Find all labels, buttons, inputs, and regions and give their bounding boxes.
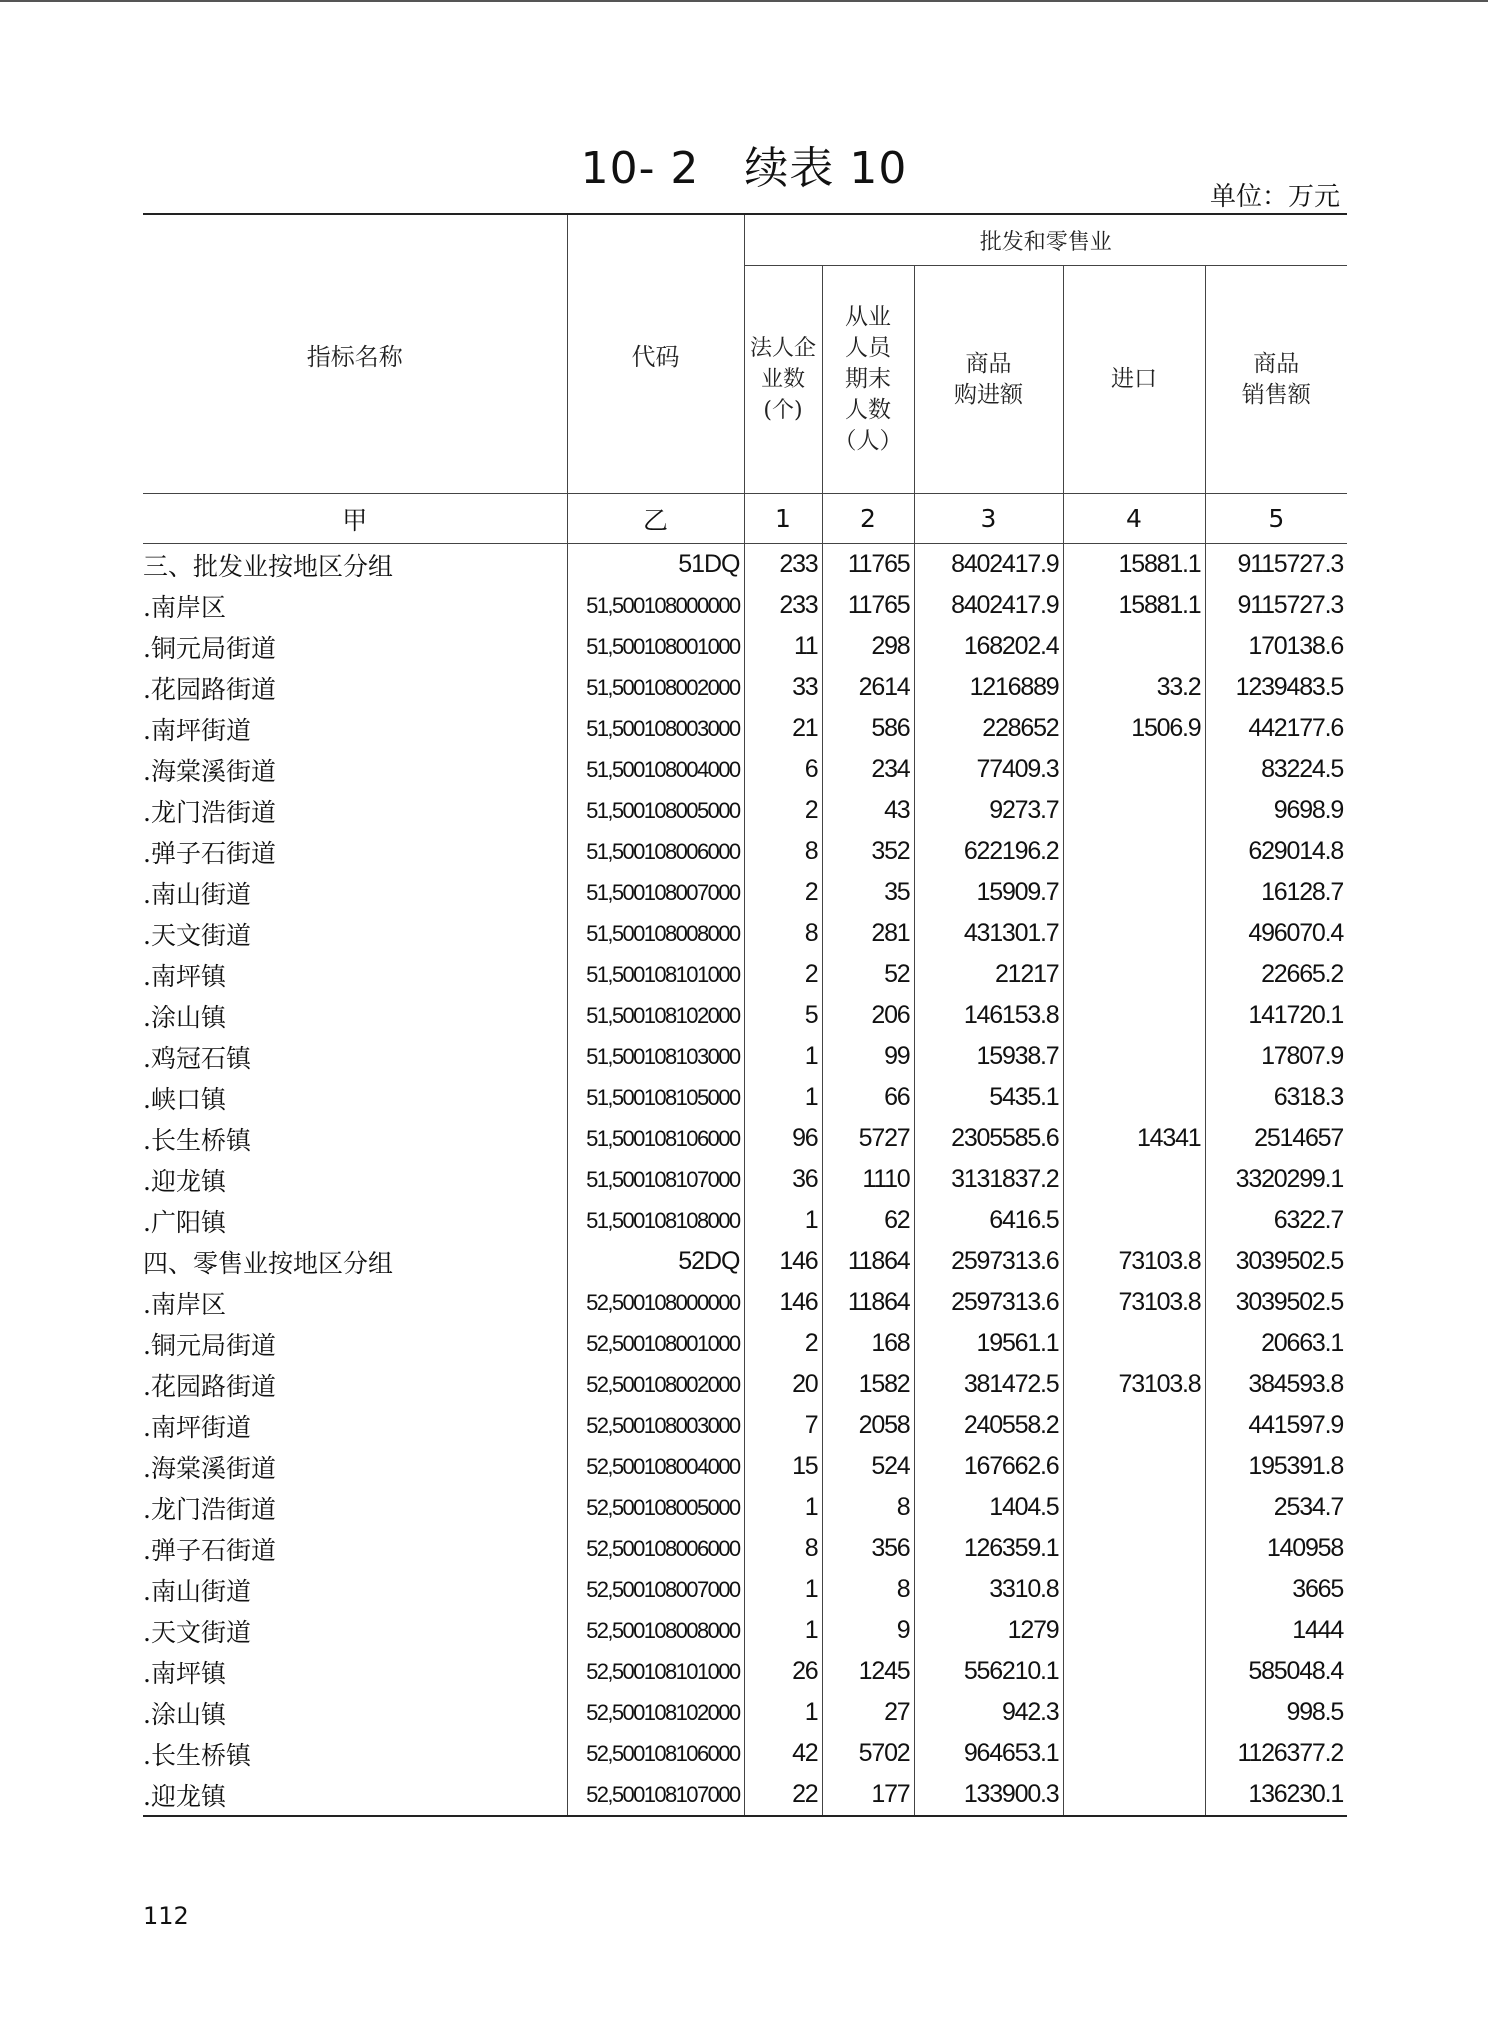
cell-code: 52,500108004000 [567,1446,744,1487]
cell-employees: 11765 [822,585,914,626]
table-row [143,667,1347,708]
table-row [143,1077,1347,1118]
cell-sales: 195391.8 [1248,1452,1344,1480]
cell-employees: 35 [822,872,914,913]
cell-indicator-name: .天文街道 [143,1610,567,1651]
cell-code: 51,500108008000 [567,913,744,954]
cell-employees: 8 [822,1569,914,1610]
cell-purchases: 168202.4 [914,626,1063,667]
cell-purchases: 8402417.9 [914,585,1063,626]
cell-code: 51,500108003000 [567,708,744,749]
cell-legal-entities: 1 [744,1610,822,1651]
cell-purchases: 5435.1 [914,1077,1063,1118]
cell-indicator-name: .南坪镇 [143,1651,567,1692]
cell-code: 51,500108105000 [567,1077,744,1118]
cell-indicator-name: .花园路街道 [143,667,567,708]
table-row [143,1692,1347,1733]
cell-employees: 9 [822,1610,914,1651]
cell-employees: 1582 [822,1364,914,1405]
cell-sales: 17807.9 [1261,1042,1344,1070]
cell-imports [1063,626,1205,667]
cell-code: 51,500108103000 [567,1036,744,1077]
cell-indicator-name: .铜元局街道 [143,626,567,667]
cell-code: 52,500108006000 [567,1528,744,1569]
cell-imports [1063,1528,1205,1569]
cell-legal-entities: 233 [744,544,822,586]
cell-sales: 22665.2 [1261,960,1344,988]
cell-employees: 2614 [822,667,914,708]
cell-indicator-name: .长生桥镇 [143,1733,567,1774]
cell-legal-entities: 233 [744,585,822,626]
cell-employees: 168 [822,1323,914,1364]
cell-legal-entities: 7 [744,1405,822,1446]
cell-legal-entities: 1 [744,1569,822,1610]
cell-purchases: 622196.2 [914,831,1063,872]
cell-code: 51,500108006000 [567,831,744,872]
cell-sales: 83224.5 [1261,755,1344,783]
table-title: 10- 2 续表 10 [580,143,908,194]
cell-purchases: 1279 [914,1610,1063,1651]
cell-code: 51,500108004000 [567,749,744,790]
cell-imports: 14341 [1063,1118,1205,1159]
cell-imports [1063,954,1205,995]
cell-legal-entities: 2 [744,1323,822,1364]
cell-purchases: 19561.1 [914,1323,1063,1364]
cell-imports [1063,1159,1205,1200]
cell-legal-entities: 96 [744,1118,822,1159]
table-row [143,1118,1347,1159]
cell-sales: 442177.6 [1248,714,1344,742]
cell-indicator-name: .花园路街道 [143,1364,567,1405]
index-cell: 3 [914,494,1063,544]
cell-employees: 27 [822,1692,914,1733]
index-cell: 4 [1063,494,1205,544]
cell-legal-entities: 8 [744,913,822,954]
cell-sales: 9115727.3 [1237,591,1344,619]
cell-employees: 5702 [822,1733,914,1774]
cell-imports: 1506.9 [1063,708,1205,749]
table-row [143,1282,1347,1323]
cell-sales: 170138.6 [1248,632,1344,660]
cell-code: 51,500108007000 [567,872,744,913]
cell-imports [1063,1692,1205,1733]
cell-imports [1063,749,1205,790]
cell-employees: 2058 [822,1405,914,1446]
cell-indicator-name: .龙门浩街道 [143,1487,567,1528]
table-row [143,1569,1347,1610]
cell-legal-entities: 36 [744,1159,822,1200]
cell-imports [1063,1610,1205,1651]
table-row [143,1651,1347,1692]
cell-legal-entities: 2 [744,954,822,995]
cell-purchases: 126359.1 [914,1528,1063,1569]
table-row [143,1487,1347,1528]
table-row [143,1405,1347,1446]
cell-sales: 20663.1 [1261,1329,1344,1357]
cell-indicator-name: .涂山镇 [143,995,567,1036]
header-group-wholesale-retail: 批发和零售业 [744,214,1347,266]
cell-indicator-name: .峡口镇 [143,1077,567,1118]
cell-code: 51,500108102000 [567,995,744,1036]
cell-indicator-name: .南坪镇 [143,954,567,995]
cell-purchases: 15938.7 [914,1036,1063,1077]
cell-code: 52,500108000000 [567,1282,744,1323]
table-row [143,1528,1347,1569]
cell-purchases: 77409.3 [914,749,1063,790]
cell-purchases: 228652 [914,708,1063,749]
cell-sales: 140958 [1266,1534,1344,1562]
cell-legal-entities: 26 [744,1651,822,1692]
cell-sales: 441597.9 [1248,1411,1344,1439]
cell-legal-entities: 21 [744,708,822,749]
cell-indicator-name: .海棠溪街道 [143,1446,567,1487]
header-sales: 商品 销售额 [1241,350,1311,408]
cell-purchases: 942.3 [914,1692,1063,1733]
cell-legal-entities: 20 [744,1364,822,1405]
cell-indicator-name: .南岸区 [143,1282,567,1323]
header-indicator-name: 指标名称 [143,214,567,494]
cell-legal-entities: 15 [744,1446,822,1487]
header-legal-entities: 法人企 业数 (个) [744,266,822,494]
cell-legal-entities: 8 [744,1528,822,1569]
cell-sales: 9698.9 [1273,796,1344,824]
cell-sales: 2514657 [1254,1124,1344,1152]
cell-indicator-name: .广阳镇 [143,1200,567,1241]
cell-purchases: 1216889 [914,667,1063,708]
cell-sales: 629014.8 [1248,837,1344,865]
table-row [143,872,1347,913]
table-row [143,790,1347,831]
cell-purchases: 2305585.6 [914,1118,1063,1159]
table-row [143,1323,1347,1364]
cell-employees: 206 [822,995,914,1036]
cell-code: 52,500108005000 [567,1487,744,1528]
cell-sales: 3039502.5 [1235,1288,1344,1316]
cell-imports [1063,1733,1205,1774]
table-row [143,585,1347,626]
cell-employees: 11864 [822,1282,914,1323]
table-row [143,1733,1347,1774]
table-row [143,995,1347,1036]
cell-purchases: 240558.2 [914,1405,1063,1446]
table-row [143,708,1347,749]
cell-indicator-name: .天文街道 [143,913,567,954]
header-employees: 从业 人员 期末 人数 （人） [822,266,914,494]
cell-employees: 234 [822,749,914,790]
header-purchases: 商品 购进额 [914,266,1063,494]
cell-sales: 1239483.5 [1235,673,1344,701]
table-row [143,1159,1347,1200]
unit-label: 单位：万元 [1209,182,1340,212]
cell-indicator-name: .南坪街道 [143,708,567,749]
header-code: 代码 [567,214,744,494]
cell-legal-entities: 2 [744,872,822,913]
cell-code: 51,500108005000 [567,790,744,831]
cell-imports: 73103.8 [1063,1364,1205,1405]
cell-indicator-name: .弹子石街道 [143,1528,567,1569]
cell-indicator-name: .南山街道 [143,872,567,913]
cell-employees: 43 [822,790,914,831]
cell-purchases: 1404.5 [914,1487,1063,1528]
cell-indicator-name: .迎龙镇 [143,1774,567,1816]
cell-sales: 585048.4 [1248,1657,1344,1685]
table-row [143,1610,1347,1651]
cell-sales: 9115727.3 [1237,550,1344,578]
cell-employees: 586 [822,708,914,749]
cell-employees: 298 [822,626,914,667]
cell-imports: 73103.8 [1063,1282,1205,1323]
cell-employees: 8 [822,1487,914,1528]
cell-employees: 52 [822,954,914,995]
cell-employees: 356 [822,1528,914,1569]
table-row [143,1446,1347,1487]
cell-indicator-name: .鸡冠石镇 [143,1036,567,1077]
cell-code: 52,500108107000 [567,1774,744,1816]
cell-sales: 1444 [1292,1616,1344,1644]
cell-imports [1063,1651,1205,1692]
index-cell: 2 [822,494,914,544]
table-row [143,1774,1347,1816]
cell-code: 52,500108008000 [567,1610,744,1651]
cell-indicator-name: 四、零售业按地区分组 [143,1241,567,1282]
cell-code: 52,500108001000 [567,1323,744,1364]
cell-employees: 1245 [822,1651,914,1692]
cell-imports [1063,995,1205,1036]
cell-purchases: 133900.3 [914,1774,1063,1816]
cell-code: 51,500108106000 [567,1118,744,1159]
cell-imports [1063,1036,1205,1077]
cell-legal-entities: 42 [744,1733,822,1774]
cell-sales: 136230.1 [1205,1774,1347,1816]
cell-purchases: 2597313.6 [914,1241,1063,1282]
cell-indicator-name: 三、批发业按地区分组 [143,544,567,586]
cell-sales: 384593.8 [1248,1370,1344,1398]
header-imports: 进口 [1063,266,1205,494]
cell-employees: 11864 [822,1241,914,1282]
cell-employees: 66 [822,1077,914,1118]
index-cell: 1 [744,494,822,544]
cell-legal-entities: 1 [744,1692,822,1733]
cell-code: 51,500108000000 [567,585,744,626]
cell-code: 51,500108002000 [567,667,744,708]
cell-sales: 2534.7 [1273,1493,1344,1521]
cell-sales: 1126377.2 [1237,1739,1344,1767]
cell-employees: 352 [822,831,914,872]
cell-indicator-name: .海棠溪街道 [143,749,567,790]
cell-imports: 15881.1 [1063,585,1205,626]
cell-employees: 62 [822,1200,914,1241]
cell-code: 51,500108101000 [567,954,744,995]
index-cell: 甲 [143,494,567,544]
cell-legal-entities: 11 [744,626,822,667]
cell-imports [1063,790,1205,831]
cell-purchases: 964653.1 [914,1733,1063,1774]
cell-purchases: 9273.7 [914,790,1063,831]
cell-imports [1063,1323,1205,1364]
cell-sales: 141720.1 [1248,1001,1344,1029]
cell-imports: 15881.1 [1063,544,1205,586]
cell-legal-entities: 1 [744,1487,822,1528]
cell-purchases: 167662.6 [914,1446,1063,1487]
cell-indicator-name: .南坪街道 [143,1405,567,1446]
cell-code: 52,500108102000 [567,1692,744,1733]
cell-purchases: 3310.8 [914,1569,1063,1610]
cell-imports [1063,831,1205,872]
cell-legal-entities: 1 [744,1200,822,1241]
cell-purchases: 8402417.9 [914,544,1063,586]
cell-sales: 3665 [1292,1575,1344,1603]
cell-indicator-name: .南山街道 [143,1569,567,1610]
cell-code: 51DQ [567,544,744,586]
table-row [143,544,1347,586]
cell-indicator-name: .弹子石街道 [143,831,567,872]
cell-code: 51,500108107000 [567,1159,744,1200]
cell-purchases: 6416.5 [914,1200,1063,1241]
table-row [143,749,1347,790]
page-top-border [0,0,1488,2]
cell-imports: 33.2 [1063,667,1205,708]
cell-imports [1063,872,1205,913]
cell-purchases: 2597313.6 [914,1282,1063,1323]
cell-legal-entities: 1 [744,1077,822,1118]
cell-code: 52,500108007000 [567,1569,744,1610]
cell-purchases: 556210.1 [914,1651,1063,1692]
cell-legal-entities: 8 [744,831,822,872]
cell-employees: 1110 [822,1159,914,1200]
table-row [143,831,1347,872]
cell-indicator-name: .迎龙镇 [143,1159,567,1200]
table-row [143,954,1347,995]
cell-code: 52,500108101000 [567,1651,744,1692]
cell-sales: 16128.7 [1261,878,1344,906]
cell-legal-entities: 33 [744,667,822,708]
cell-purchases: 146153.8 [914,995,1063,1036]
cell-imports [1063,913,1205,954]
cell-employees: 11765 [822,544,914,586]
table-row [143,1241,1347,1282]
cell-legal-entities: 6 [744,749,822,790]
cell-legal-entities: 1 [744,1036,822,1077]
cell-purchases: 381472.5 [914,1364,1063,1405]
cell-imports [1063,1487,1205,1528]
cell-imports [1063,1774,1205,1816]
cell-employees: 5727 [822,1118,914,1159]
cell-imports [1063,1077,1205,1118]
table-row [143,1364,1347,1405]
table-row [143,1036,1347,1077]
cell-sales: 3039502.5 [1235,1247,1344,1275]
table-row [143,1200,1347,1241]
cell-sales: 6318.3 [1273,1083,1344,1111]
cell-employees: 524 [822,1446,914,1487]
cell-purchases: 431301.7 [914,913,1063,954]
cell-legal-entities: 5 [744,995,822,1036]
cell-code: 52,500108106000 [567,1733,744,1774]
page-number: 112 [143,1902,189,1930]
table-row [143,626,1347,667]
cell-imports [1063,1569,1205,1610]
cell-legal-entities: 22 [744,1774,822,1816]
cell-code: 52,500108003000 [567,1405,744,1446]
cell-indicator-name: .南岸区 [143,585,567,626]
cell-code: 51,500108108000 [567,1200,744,1241]
cell-legal-entities: 2 [744,790,822,831]
cell-imports [1063,1446,1205,1487]
cell-sales: 998.5 [1286,1698,1344,1726]
cell-indicator-name: .铜元局街道 [143,1323,567,1364]
cell-code: 51,500108001000 [567,626,744,667]
column-index-row [143,494,1347,544]
cell-indicator-name: .涂山镇 [143,1692,567,1733]
statistics-table [143,213,1347,1817]
index-cell: 乙 [567,494,744,544]
cell-sales: 3320299.1 [1235,1165,1344,1193]
cell-legal-entities: 146 [744,1241,822,1282]
index-cell: 5 [1205,494,1347,544]
cell-code: 52DQ [567,1241,744,1282]
cell-purchases: 3131837.2 [914,1159,1063,1200]
cell-purchases: 15909.7 [914,872,1063,913]
cell-legal-entities: 146 [744,1282,822,1323]
table-row [143,913,1347,954]
cell-employees: 281 [822,913,914,954]
cell-sales: 496070.4 [1248,919,1344,947]
cell-indicator-name: .龙门浩街道 [143,790,567,831]
cell-imports [1063,1405,1205,1446]
cell-sales: 6322.7 [1273,1206,1344,1234]
cell-employees: 99 [822,1036,914,1077]
cell-code: 52,500108002000 [567,1364,744,1405]
cell-imports: 73103.8 [1063,1241,1205,1282]
cell-imports [1063,1200,1205,1241]
cell-employees: 177 [822,1774,914,1816]
cell-indicator-name: .长生桥镇 [143,1118,567,1159]
cell-purchases: 21217 [914,954,1063,995]
